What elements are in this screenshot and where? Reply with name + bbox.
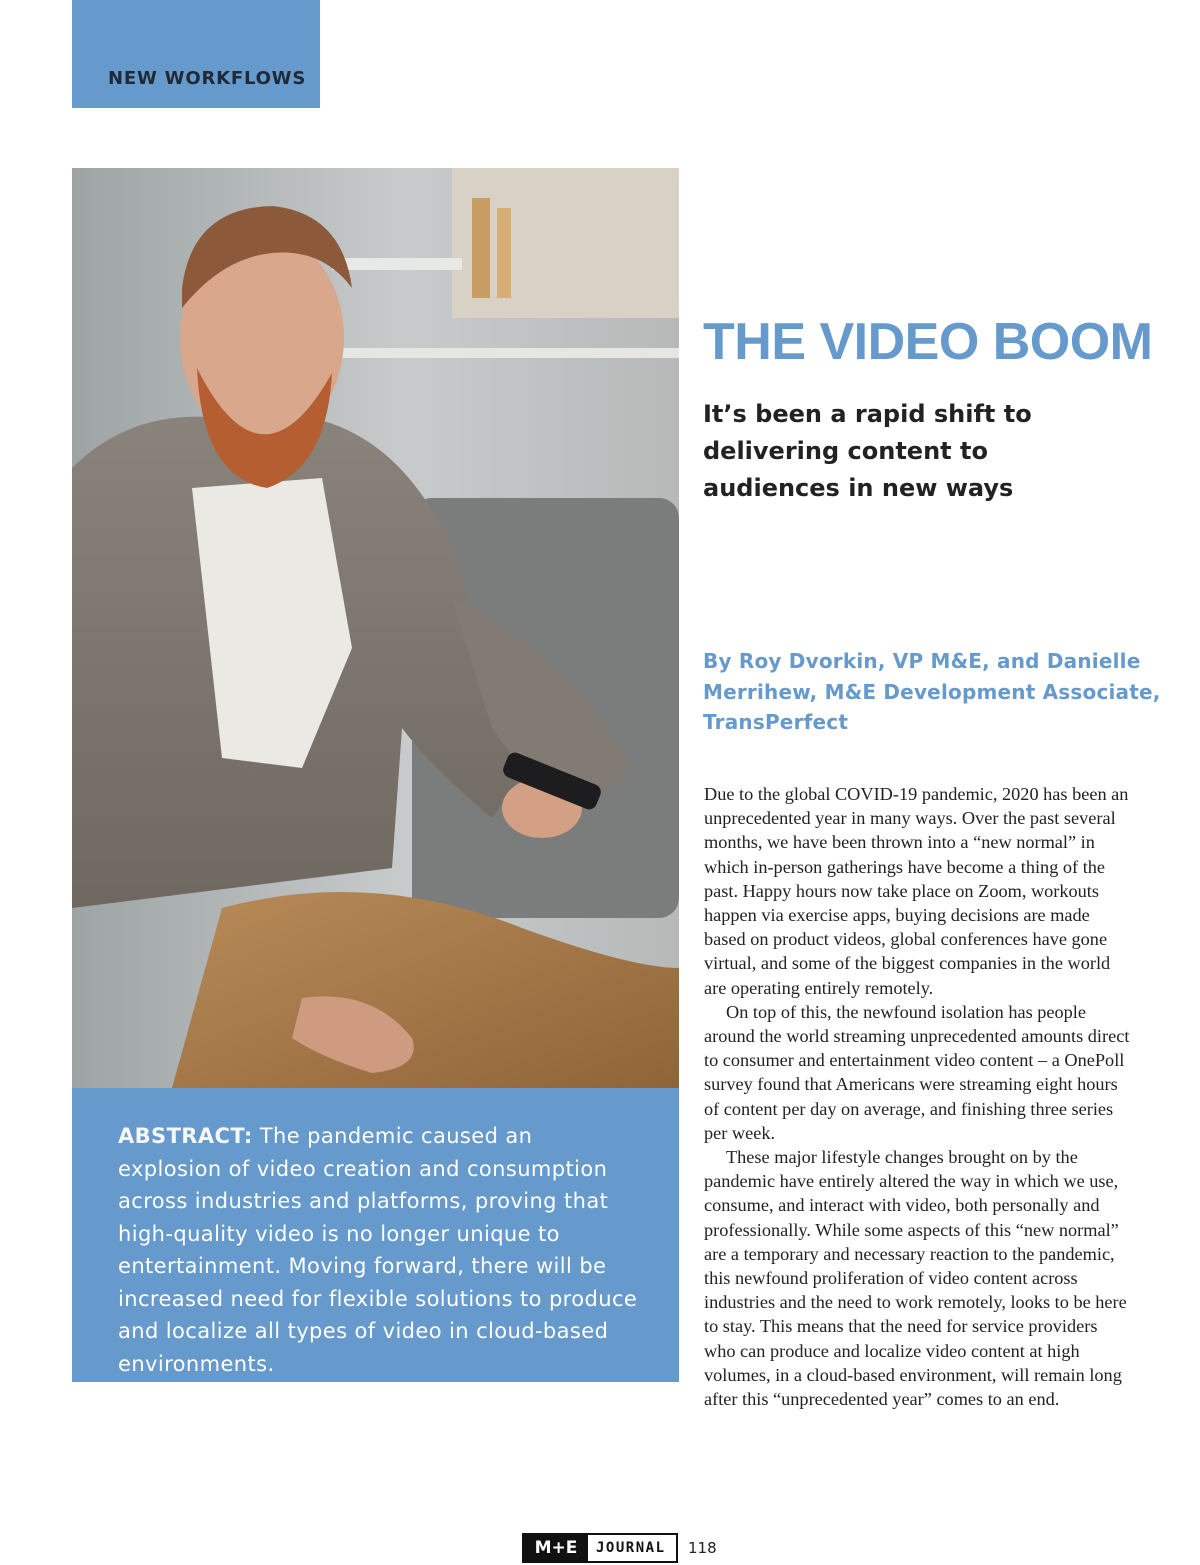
body-paragraph: These major lifestyle changes brought on by the pandemic have entirely altered the way in which we use, consume, and interact with video, both personally and professionally. While some aspects of this “new normal” are a temporary and necessary reaction to the pandemic, this newfound proliferation of video content across industries and the need to work remotely, looks to be here to stay. This means that the need for service providers who can produce and localize video content at high volumes, in a cloud-based environment, will remain long after this “unprecedented year” comes to an end.	[704, 1147, 1127, 1410]
abstract-text: The pandemic caused an explosion of video creation and consumption across industries and platforms, proving that high-quality video is no longer unique to entertainment. Moving forward, there will be increased need for flexible solutions to produce and localize all types of video in cloud-based environments.	[118, 1124, 638, 1376]
abstract-paragraph	[118, 1120, 639, 1380]
body-paragraph: Due to the global COVID-19 pandemic, 2020 has been an unprecedented year in many ways. Over the past several months, we have been thrown into a “new normal” in which in-person gatherings have become a thing of the past. Happy hours now take place on Zoom, workouts happen via exercise apps, buying decisions are made based on product videos, global conferences have gone virtual, and some of the biggest companies in the world are operating entirely remotely.	[704, 784, 1129, 998]
article-byline: By Roy Dvorkin, VP M&E, and Danielle Merrihew, M&E Development Associate, TransPerfect	[703, 649, 1161, 734]
page-number: 118	[688, 1539, 717, 1557]
logo-journal-text: JOURNAL	[596, 1540, 666, 1556]
article-subhead: It’s been a rapid shift to delivering content to audiences in new ways	[703, 400, 1032, 502]
abstract-label: ABSTRACT:	[118, 1124, 253, 1148]
section-label: NEW WORKFLOWS	[108, 68, 307, 89]
body-paragraph: On top of this, the newfound isolation has people around the world streaming unprecedented amounts direct to consumer and entertainment video content – a OnePoll survey found that Americans were streaming eight hours of content per day on average, and finishing three series per week.	[704, 1001, 1130, 1143]
logo-me-mark: M+E	[524, 1535, 588, 1561]
hero-photo	[72, 168, 679, 1088]
article-body	[704, 782, 1130, 1411]
journal-logo	[522, 1533, 678, 1563]
article-headline: THE VIDEO BOOM	[703, 313, 1153, 371]
section-tab	[72, 0, 320, 108]
abstract-box	[72, 1088, 679, 1382]
